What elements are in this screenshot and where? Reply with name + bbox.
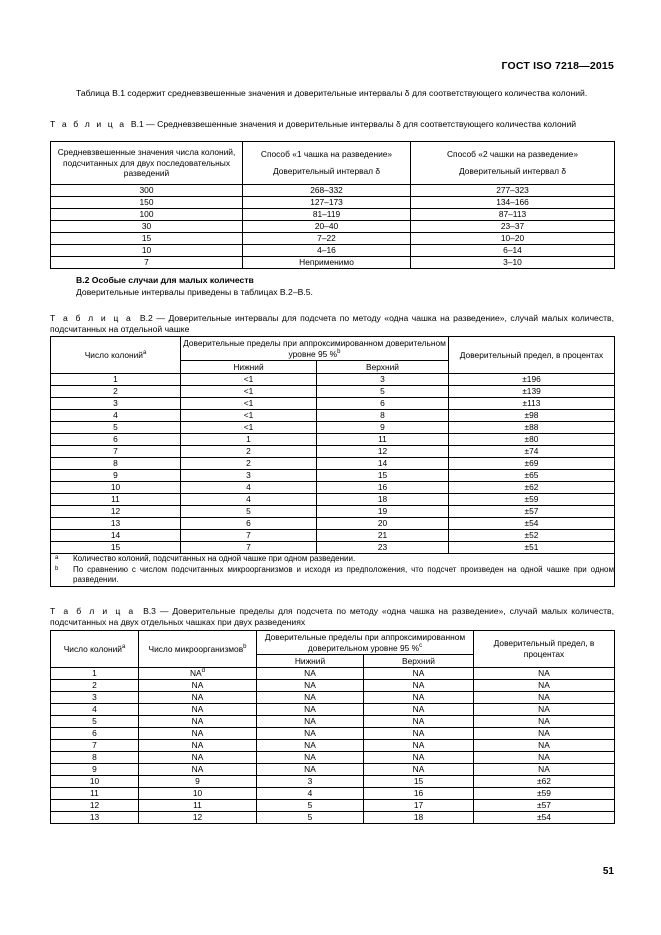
- table-b3-cell-colonies: 2: [51, 680, 139, 692]
- table-b3-cell-lower: NA: [257, 692, 364, 704]
- table-b3-cell-percent: NA: [474, 692, 615, 704]
- table-b2-cell-lower: <1: [181, 374, 317, 386]
- table-b3-cell-organisms-sup: d: [201, 668, 205, 675]
- table-b3-header-percent: Доверительный предел, в процентах: [474, 631, 615, 668]
- table-b3-cell-colonies: 7: [51, 740, 139, 752]
- table-b1-row: [51, 245, 615, 257]
- table-b1-cell-count: 100: [51, 209, 243, 221]
- table-b3-cell-organisms: 12: [139, 812, 257, 824]
- table-b3-cell-percent: NA: [474, 680, 615, 692]
- table-b3-caption-prefix: Т а б л и ц а: [50, 606, 136, 616]
- table-b1-cell-count: 15: [51, 233, 243, 245]
- table-b3-cell-organisms: NA: [139, 692, 257, 704]
- table-b2-cell-upper: 6: [317, 398, 449, 410]
- table-b2-footnote: [51, 554, 614, 565]
- table-b3-header-upper: Верхний: [364, 655, 474, 668]
- table-b3-cell-upper: NA: [364, 692, 474, 704]
- table-b3-row: [51, 692, 615, 704]
- section-b2-heading: В.2 Особые случаи для малых количеств: [76, 275, 254, 285]
- table-b1-cell-two-plates: 23–37: [411, 221, 615, 233]
- table-b1-row: [51, 185, 615, 197]
- table-b2-cell-upper: 21: [317, 530, 449, 542]
- table-b2-cell-percent: ±113: [449, 398, 615, 410]
- table-b1-cell-count: 150: [51, 197, 243, 209]
- table-b1-caption-number: В.1 —: [130, 119, 155, 129]
- table-b3-cell-percent: NA: [474, 764, 615, 776]
- table-b2-cell-lower: 1: [181, 434, 317, 446]
- table-b3-cell-organisms: NA: [139, 752, 257, 764]
- table-b3-cell-lower: NA: [257, 740, 364, 752]
- table-b1-cell-count: 30: [51, 221, 243, 233]
- table-b3-row: [51, 788, 615, 800]
- table-b3-row: [51, 728, 615, 740]
- page-number: 51: [602, 866, 614, 877]
- table-b3-cell-lower: NA: [257, 728, 364, 740]
- table-b3-cell-upper: NA: [364, 752, 474, 764]
- footnote-marker: b: [55, 565, 59, 572]
- table-b1: [50, 141, 615, 269]
- table-b2-cell-percent: ±54: [449, 518, 615, 530]
- table-b3-header-group: [257, 631, 474, 655]
- table-b2-cell-upper: 8: [317, 410, 449, 422]
- table-b2-foot: [51, 554, 615, 587]
- table-b3-cell-organisms: NA: [139, 728, 257, 740]
- table-b3-header-colonies-sup: a: [121, 643, 126, 650]
- table-b1-cell-count: 7: [51, 257, 243, 269]
- table-b2-row: [51, 422, 615, 434]
- table-b3-header-row-1: [51, 631, 615, 655]
- table-b3-cell-lower: 5: [257, 800, 364, 812]
- table-b2-cell-lower: <1: [181, 386, 317, 398]
- table-b1-cell-count: 300: [51, 185, 243, 197]
- footnote-text: Количество колоний, подсчитанных на одной чашке при одном разведении.: [73, 554, 356, 563]
- table-b1-cell-two-plates: 3–10: [411, 257, 615, 269]
- table-b1-header-one-plate-sub: Доверительный интервал δ: [272, 166, 381, 176]
- table-b2-header-upper: Верхний: [317, 361, 449, 374]
- table-b2-header-colonies-label: Число колоний: [84, 349, 143, 360]
- table-b1-row: [51, 209, 615, 221]
- table-b1-cell-two-plates: 10–20: [411, 233, 615, 245]
- table-b3-row: [51, 800, 615, 812]
- table-b2-cell-colonies: 8: [51, 458, 181, 470]
- table-b2-cell-colonies: 7: [51, 446, 181, 458]
- table-b2-cell-percent: ±62: [449, 482, 615, 494]
- table-b2-cell-colonies: 12: [51, 506, 181, 518]
- table-b2-cell-lower: 4: [181, 482, 317, 494]
- table-b3-cell-upper: NA: [364, 740, 474, 752]
- table-b2: [50, 336, 615, 587]
- table-b3-row: [51, 776, 615, 788]
- table-b1-header-one-plate-top: Способ «1 чашка на разведение»: [260, 149, 393, 160]
- table-b3-header-colonies: [51, 631, 139, 668]
- table-b3-cell-lower: NA: [257, 680, 364, 692]
- table-b3-cell-colonies: 1: [51, 668, 139, 680]
- table-b1-row: [51, 197, 615, 209]
- table-b1-header-two-plates-top: Способ «2 чашки на разведение»: [446, 149, 579, 160]
- table-b2-cell-colonies: 2: [51, 386, 181, 398]
- table-b1-cell-count: 10: [51, 245, 243, 257]
- running-header: ГОСТ ISO 7218—2015: [501, 60, 614, 72]
- table-b3-cell-upper: 18: [364, 812, 474, 824]
- table-b2-header-group: [181, 337, 449, 361]
- table-b1-header-two-plates-sub: Доверительный интервал δ: [458, 166, 567, 176]
- table-b2-cell-upper: 9: [317, 422, 449, 434]
- table-b2-cell-colonies: 13: [51, 518, 181, 530]
- table-b3-cell-upper: NA: [364, 668, 474, 680]
- table-b3-cell-lower: NA: [257, 764, 364, 776]
- table-b2-cell-upper: 3: [317, 374, 449, 386]
- table-b2-cell-lower: 2: [181, 458, 317, 470]
- table-b2-cell-lower: 4: [181, 494, 317, 506]
- table-b2-cell-colonies: 9: [51, 470, 181, 482]
- table-b3-cell-colonies: 5: [51, 716, 139, 728]
- table-b2-cell-lower: 2: [181, 446, 317, 458]
- table-b3-cell-percent: NA: [474, 668, 615, 680]
- table-b2-caption-number: В.2 —: [139, 313, 165, 323]
- table-b2-row: [51, 374, 615, 386]
- table-b3-cell-lower: NA: [257, 704, 364, 716]
- table-b3-cell-lower: NA: [257, 668, 364, 680]
- table-b1-row: [51, 233, 615, 245]
- table-b2-row: [51, 530, 615, 542]
- table-b2-row: [51, 482, 615, 494]
- footnote-text: По сравнению с числом подсчитанных микроорганизмов и исходя из предположения, что подсчет произведен на одной чашке при одном разведении.: [73, 564, 614, 585]
- table-b2-row: [51, 410, 615, 422]
- table-b1-cell-one-plate: 20–40: [243, 221, 411, 233]
- table-b2-row: [51, 494, 615, 506]
- table-b3-cell-percent: NA: [474, 752, 615, 764]
- table-b3-cell-percent: NA: [474, 740, 615, 752]
- table-b1-header-colonies: Средневзвешенные значения числа колоний, подсчитанных для двух последовательных разведений: [51, 142, 243, 185]
- table-b1-cell-one-plate: 268–332: [243, 185, 411, 197]
- table-b2-cell-lower: 5: [181, 506, 317, 518]
- table-b3-cell-colonies: 3: [51, 692, 139, 704]
- table-b2-cell-upper: 23: [317, 542, 449, 554]
- table-b3-cell-upper: NA: [364, 680, 474, 692]
- table-b2-row: [51, 470, 615, 482]
- table-b3-header-organisms-sup: b: [243, 643, 247, 650]
- table-b1-cell-one-plate: 81–119: [243, 209, 411, 221]
- table-b3-cell-percent: NA: [474, 728, 615, 740]
- table-b2-cell-percent: ±57: [449, 506, 615, 518]
- table-b3-cell-lower: 4: [257, 788, 364, 800]
- table-b3-header-group-label: Доверительные пределы при аппроксимированном доверительном уровне 95 %: [264, 631, 466, 653]
- table-b1-cell-one-plate: 127–173: [243, 197, 411, 209]
- table-b2-cell-lower: <1: [181, 422, 317, 434]
- table-b3-row: [51, 716, 615, 728]
- table-b3-cell-colonies: 8: [51, 752, 139, 764]
- table-b3-caption-number: В.3 —: [143, 606, 169, 616]
- table-b1-cell-one-plate: Неприменимо: [243, 257, 411, 269]
- table-b2-cell-lower: 6: [181, 518, 317, 530]
- table-b3-cell-upper: NA: [364, 728, 474, 740]
- table-b2-row: [51, 398, 615, 410]
- table-b2-footnote: [51, 565, 614, 586]
- table-b2-cell-colonies: 10: [51, 482, 181, 494]
- table-b3-cell-upper: NA: [364, 764, 474, 776]
- footnote-marker: a: [55, 555, 59, 561]
- table-b3-cell-colonies: 6: [51, 728, 139, 740]
- table-b3-cell-upper: NA: [364, 716, 474, 728]
- table-b2-cell-percent: ±52: [449, 530, 615, 542]
- table-b3-row: [51, 764, 615, 776]
- table-b2-cell-lower: <1: [181, 410, 317, 422]
- table-b3-cell-upper: 15: [364, 776, 474, 788]
- table-b2-header-percent: Доверительный предел, в процентах: [449, 337, 615, 374]
- table-b3-cell-organisms: 9: [139, 776, 257, 788]
- table-b2-cell-colonies: 11: [51, 494, 181, 506]
- table-b2-cell-percent: ±80: [449, 434, 615, 446]
- table-b3-cell-organisms: NA: [139, 680, 257, 692]
- table-b2-cell-percent: ±74: [449, 446, 615, 458]
- table-b2-cell-percent: ±51: [449, 542, 615, 554]
- table-b3-row: [51, 812, 615, 824]
- table-b3-cell-percent: ±62: [474, 776, 615, 788]
- table-b3-row: [51, 740, 615, 752]
- table-b1-cell-two-plates: 134–166: [411, 197, 615, 209]
- table-b3-cell-colonies: 10: [51, 776, 139, 788]
- table-b3-cell-percent: ±57: [474, 800, 615, 812]
- table-b2-header-lower: Нижний: [181, 361, 317, 374]
- table-b2-cell-upper: 12: [317, 446, 449, 458]
- table-b2-cell-lower: 7: [181, 530, 317, 542]
- table-b3-cell-organisms: $NA^d$: [139, 668, 257, 680]
- table-b3-cell-colonies: 13: [51, 812, 139, 824]
- table-b2-caption-prefix: Т а б л и ц а: [50, 313, 133, 323]
- table-b3-cell-organisms: 10: [139, 788, 257, 800]
- table-b2-header-colonies: [51, 337, 181, 374]
- table-b3-header-organisms: [139, 631, 257, 668]
- table-b1-header-two-plates: [411, 142, 615, 185]
- table-b2-cell-percent: ±196: [449, 374, 615, 386]
- table-b1-head: [51, 142, 615, 185]
- table-b1-cell-two-plates: 87–113: [411, 209, 615, 221]
- table-b1-row: [51, 257, 615, 269]
- table-b3-cell-colonies: 9: [51, 764, 139, 776]
- table-b2-cell-upper: 18: [317, 494, 449, 506]
- table-b1-header-one-plate: [243, 142, 411, 185]
- table-b2-header-group-sup: b: [337, 348, 341, 355]
- table-b2-header-row-1: [51, 337, 615, 361]
- table-b2-cell-colonies: 6: [51, 434, 181, 446]
- table-b2-row: [51, 434, 615, 446]
- table-b3-header-colonies-label: Число колоний: [63, 643, 122, 654]
- table-b3-cell-lower: 5: [257, 812, 364, 824]
- table-b2-cell-percent: ±98: [449, 410, 615, 422]
- table-b3: [50, 630, 615, 824]
- table-b3-cell-organisms: NA: [139, 740, 257, 752]
- table-b3-cell-lower: NA: [257, 716, 364, 728]
- table-b2-row: [51, 446, 615, 458]
- table-b2-header-colonies-sup: a: [142, 349, 147, 356]
- table-b2-cell-colonies: 5: [51, 422, 181, 434]
- table-b3-cell-upper: 16: [364, 788, 474, 800]
- table-b1-cell-one-plate: 4–16: [243, 245, 411, 257]
- table-b3-cell-lower: 3: [257, 776, 364, 788]
- table-b3-cell-percent: NA: [474, 704, 615, 716]
- table-b2-cell-colonies: 1: [51, 374, 181, 386]
- table-b2-caption-text: Доверительные интервалы для подсчета по методу «одна чашка на разведение», случай малых количеств, подсчитанных на отдельной чашке: [50, 313, 615, 335]
- table-b2-cell-lower: <1: [181, 398, 317, 410]
- table-b3-cell-upper: 17: [364, 800, 474, 812]
- table-b2-cell-upper: 11: [317, 434, 449, 446]
- table-b3-cell-percent: NA: [474, 716, 615, 728]
- table-b1-cell-two-plates: 6–14: [411, 245, 615, 257]
- table-b1-cell-one-plate: 7–22: [243, 233, 411, 245]
- table-b1-header-row: [51, 142, 615, 185]
- table-b2-cell-colonies: 14: [51, 530, 181, 542]
- table-b3-row: [51, 668, 615, 680]
- table-b1-cell-two-plates: 277–323: [411, 185, 615, 197]
- table-b1-caption-text: Средневзвешенные значения и доверительные интервалы δ для соответствующего количества колоний: [157, 119, 577, 129]
- table-b1-caption-prefix: Т а б л и ц а: [50, 119, 127, 129]
- table-b2-header-group-label: Доверительные пределы при аппроксимированном доверительном уровне 95 %: [183, 337, 446, 359]
- table-b2-row: [51, 542, 615, 554]
- table-b3-caption-text: Доверительные пределы для подсчета по методу «одна чашка на разведение», случай малых количеств, подсчитанных на двух отдельных чашках при двух разведениях: [50, 606, 615, 628]
- table-b3-row: [51, 680, 615, 692]
- table-b1-body: [51, 185, 615, 269]
- table-b3-cell-colonies: 12: [51, 800, 139, 812]
- table-b2-caption: [50, 313, 614, 336]
- table-b2-cell-upper: 14: [317, 458, 449, 470]
- table-b2-row: [51, 506, 615, 518]
- table-b3-cell-colonies: 4: [51, 704, 139, 716]
- table-b2-cell-colonies: 15: [51, 542, 181, 554]
- table-b3-cell-organisms: 11: [139, 800, 257, 812]
- table-b2-footnote-row: [51, 554, 615, 587]
- table-b2-cell-colonies: 3: [51, 398, 181, 410]
- section-b2-paragraph: Доверительные интервалы приведены в таблицах В.2–В.5.: [76, 287, 313, 297]
- table-b2-row: [51, 386, 615, 398]
- table-b2-cell-percent: ±88: [449, 422, 615, 434]
- table-b3-cell-percent: ±54: [474, 812, 615, 824]
- table-b2-cell-upper: 16: [317, 482, 449, 494]
- table-b3-cell-percent: ±59: [474, 788, 615, 800]
- table-b3-cell-upper: NA: [364, 704, 474, 716]
- table-b2-cell-percent: ±139: [449, 386, 615, 398]
- table-b3-cell-organisms: NA: [139, 704, 257, 716]
- table-b2-cell-upper: 19: [317, 506, 449, 518]
- table-b3-header-lower: Нижний: [257, 655, 364, 668]
- table-b2-cell-upper: 20: [317, 518, 449, 530]
- table-b2-cell-percent: ±59: [449, 494, 615, 506]
- table-b2-body: [51, 374, 615, 554]
- table-b3-cell-lower: NA: [257, 752, 364, 764]
- table-b3-row: [51, 752, 615, 764]
- intro-paragraph: Таблица В.1 содержит средневзвешенные значения и доверительные интервалы δ для соответствующего количества колоний.: [76, 88, 588, 98]
- table-b3-header-organisms-label: Число микроорганизмов: [148, 643, 244, 654]
- table-b3-cell-organisms: NA: [139, 764, 257, 776]
- table-b3-body: [51, 668, 615, 824]
- table-b3-cell-organisms: NA: [139, 716, 257, 728]
- table-b3-head: [51, 631, 615, 668]
- table-b3-row: [51, 704, 615, 716]
- table-b2-row: [51, 458, 615, 470]
- table-b2-cell-percent: ±69: [449, 458, 615, 470]
- table-b1-row: [51, 221, 615, 233]
- table-b2-head: [51, 337, 615, 374]
- table-b2-cell-upper: 15: [317, 470, 449, 482]
- table-b2-cell-lower: 3: [181, 470, 317, 482]
- table-b2-footnotes: [51, 554, 615, 587]
- table-b1-caption: [50, 119, 614, 130]
- table-b2-cell-colonies: 4: [51, 410, 181, 422]
- table-b2-cell-upper: 5: [317, 386, 449, 398]
- table-b2-cell-lower: 7: [181, 542, 317, 554]
- table-b2-cell-percent: ±65: [449, 470, 615, 482]
- table-b3-cell-colonies: 11: [51, 788, 139, 800]
- table-b3-header-group-sup: c: [419, 642, 423, 649]
- table-b3-caption: [50, 606, 614, 629]
- table-b2-row: [51, 518, 615, 530]
